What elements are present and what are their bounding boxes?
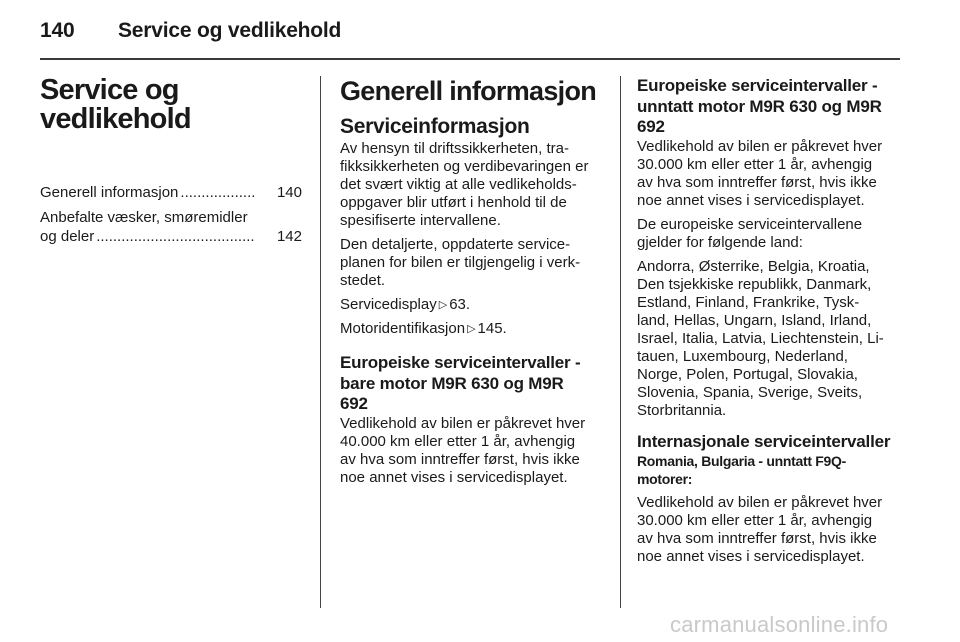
header-rule bbox=[40, 58, 900, 60]
minor-heading: Romania, Bulgaria - unntatt F9Q- motorer: bbox=[637, 453, 846, 487]
subsection-heading: Europeiske serviceintervaller - unntatt motor M9R 630 og M9R 692 bbox=[637, 76, 882, 136]
subsection-heading: Internasjonale serviceintervaller bbox=[637, 431, 891, 451]
paragraph: De europeiske serviceintervallene gjelder for følgende land: bbox=[637, 215, 863, 251]
section-heading: Generell informasjon bbox=[340, 76, 597, 106]
paragraph: Vedlikehold av bilen er påkrevet hver 40.000 km eller etter 1 år, avhengig av hva som inntreffer først, hvis ikke noe annet vises i servicedisplayet. bbox=[340, 414, 586, 486]
watermark: carmanualsonline.info bbox=[670, 612, 889, 637]
paragraph: Av hensyn til driftssikkerheten, tra- fikksikkerheten og verdibevaringen er det svært viktig at alle vedlikeholds- oppgaver blir utført i henhold til de spesifiserte intervallene. bbox=[340, 140, 589, 229]
subsection-heading: Europeiske serviceintervaller - bare motor M9R 630 og M9R 692 bbox=[340, 353, 581, 413]
header-title: Service og vedlikehold bbox=[118, 19, 342, 42]
cross-reference[interactable]: Servicedisplay ▷ 63. bbox=[340, 296, 471, 313]
content-column-2 bbox=[340, 76, 605, 493]
subsection-heading: Serviceinformasjon bbox=[340, 115, 530, 138]
column-divider bbox=[620, 76, 621, 608]
paragraph: Vedlikehold av bilen er påkrevet hver 30.000 km eller etter 1 år, avhengig av hva som inntreffer først, hvis ikke noe annet vises i servicedisplayet. bbox=[637, 494, 883, 565]
toc-page-number: 142 bbox=[276, 228, 302, 245]
triangle-right-outline-icon: ▷ bbox=[467, 323, 476, 335]
toc-entry[interactable]: Generell informasjon .................. 140 bbox=[40, 184, 302, 201]
country-list: Andorra, Østerrike, Belgia, Kroatia, Den tsjekkiske republikk, Danmark, Estland, Finland, Frankrike, Tysk- land, Hellas, Ungarn, Island, Irland, Israel, Italia, Latvia, Liechtenstein, Li- tauen, Luxembourg, Nederland, Norge, Polen, Portugal, Slovakia, Slovenia, Spania, Sverige, Sveits, Storbritannia. bbox=[637, 257, 884, 419]
triangle-right-outline-icon: ▷ bbox=[438, 299, 448, 311]
cross-reference[interactable]: Motoridentifikasjon ▷ 145. bbox=[340, 320, 507, 337]
page-header bbox=[40, 16, 341, 46]
chapter-title: Service og vedlikehold bbox=[40, 74, 191, 135]
toc-page-number: 140 bbox=[276, 184, 302, 201]
table-of-contents bbox=[40, 183, 302, 246]
chapter-column bbox=[40, 76, 302, 252]
content-column-3 bbox=[637, 76, 902, 572]
page-number: 140 bbox=[40, 19, 75, 42]
toc-entry[interactable]: Anbefalte væsker, smøremidler og deler ...................................... 142 bbox=[40, 209, 302, 245]
column-divider bbox=[320, 76, 321, 608]
paragraph: Vedlikehold av bilen er påkrevet hver 30.000 km eller etter 1 år, avhengig av hva som inntreffer først, hvis ikke noe annet vises i servicedisplayet. bbox=[637, 137, 883, 209]
paragraph: Den detaljerte, oppdaterte service- planen for bilen er tilgjengelig i verk- stedet. bbox=[340, 236, 581, 289]
